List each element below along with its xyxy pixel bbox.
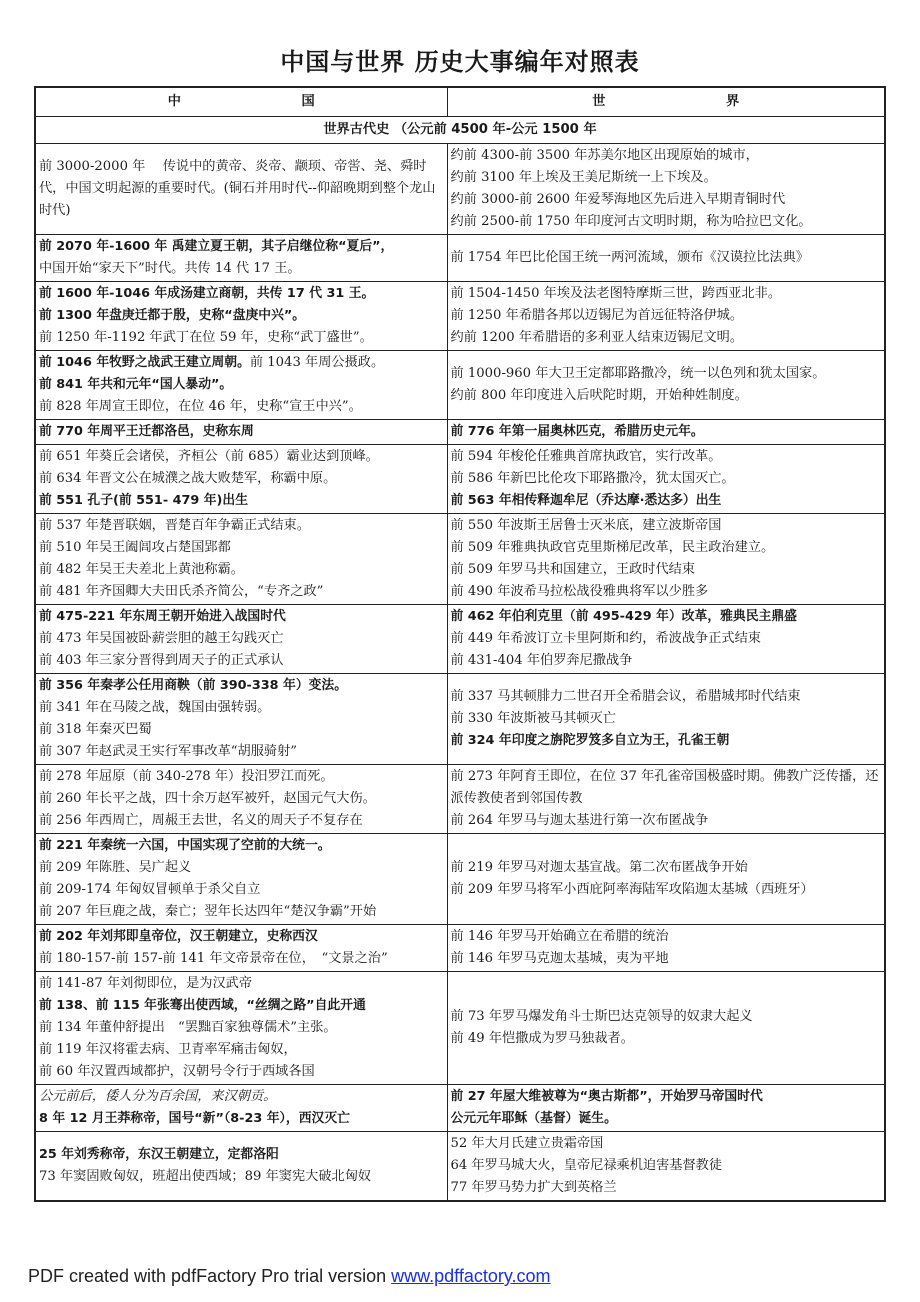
world-event-line: 前 550 年波斯王居鲁士灭米底，建立波斯帝国 [450, 518, 722, 533]
table-row [35, 514, 885, 605]
world-event-line: 前 449 年希波订立卡里阿斯和约，希波战争正式结束 [450, 631, 761, 646]
world-event-line: 前 146 年罗马开始确立在希腊的统治 [450, 929, 669, 944]
china-event-line: 前 356 年秦孝公任用商鞅（前 390-338 年）变法。 [39, 678, 348, 693]
china-event-line: 前 207 年巨鹿之战，秦亡；翌年长达四年“楚汉争霸”开始 [39, 904, 377, 919]
china-event-line: 前 1250 年-1192 年武丁在位 59 年，史称“武丁盛世”。 [39, 330, 373, 345]
china-events-cell [35, 282, 447, 351]
world-event-line: 前 49 年恺撒成为罗马独裁者。 [450, 1031, 634, 1046]
world-event-line: 52 年大月氏建立贵霜帝国 [450, 1136, 604, 1151]
world-event-line: 约前 4300-前 3500 年苏美尔地区出现原始的城市， [450, 148, 759, 163]
china-column-header: 中 国 [35, 87, 447, 117]
world-event-line: 约前 800 年印度进入后吠陀时期，开始种姓制度。 [450, 388, 748, 403]
world-event-line: 约前 2500-前 1750 年印度河古文明时期，称为哈拉巴文化。 [450, 214, 812, 229]
world-event-line: 前 27 年屋大维被尊为“奥古斯都”，开始罗马帝国时代 [450, 1089, 763, 1104]
world-event-line: 约前 3000-前 2600 年爱琴海地区先后进入早期青铜时代 [450, 192, 786, 207]
china-event-line: 前 510 年吴王阖闾攻占楚国郢都 [39, 540, 231, 555]
table-row [35, 605, 885, 674]
world-events-cell [447, 445, 885, 514]
world-events-cell [447, 144, 885, 235]
world-event-line: 公元元年耶稣（基督）诞生。 [450, 1111, 617, 1126]
world-event-line: 77 年罗马势力扩大到英格兰 [450, 1180, 617, 1195]
china-event-line: 前 278 年屈原（前 340-278 年）投汨罗江而死。 [39, 769, 334, 784]
china-event-line: 前 209-174 年匈奴冒顿单于杀父自立 [39, 882, 261, 897]
world-event-line: 前 462 年伯利克里（前 495-429 年）改革，雅典民主鼎盛 [450, 609, 797, 624]
page-title: 中国与世界 历史大事编年对照表 [280, 48, 640, 76]
table-row [35, 420, 885, 445]
world-event-line: 前 209 年罗马将军小西庇阿率海陆军攻陷迦太基城（西班牙） [450, 882, 814, 897]
world-events-cell [447, 420, 885, 445]
world-event-line: 前 1754 年巴比伦国王统一两河流域，颁布《汉谟拉比法典》 [450, 250, 809, 265]
pdf-footer [28, 1266, 551, 1287]
china-event-line: 前 202 年刘邦即皇帝位，汉王朝建立，史称西汉 [39, 929, 318, 944]
world-events-cell [447, 1085, 885, 1132]
china-event-line: 25 年刘秀称帝，东汉王朝建立，定都洛阳 [39, 1147, 279, 1162]
world-events-cell [447, 765, 885, 834]
china-event-line: 前 537 年楚晋联姻，晋楚百年争霸正式结束。 [39, 518, 310, 533]
china-event-line: 前 60 年汉置西域都护，汉朝号令行于西域各国 [39, 1064, 315, 1079]
china-event-line: 8 年 12 月王莽称帝，国号“新”（8-23 年），西汉灭亡 [39, 1111, 350, 1126]
world-column-header: 世 界 [447, 87, 885, 117]
china-events-cell [35, 605, 447, 674]
china-event-line: 公元前后，倭人分为百余国，来汉朝贡。 [39, 1089, 277, 1104]
world-event-line: 前 1504-1450 年埃及法老图特摩斯三世，跨西亚北非。 [450, 286, 782, 301]
world-events-cell [447, 282, 885, 351]
china-event-line: 前 141-87 年刘彻即位，是为汉武帝 [39, 976, 253, 991]
china-events-cell [35, 674, 447, 765]
china-events-cell [35, 925, 447, 972]
world-events-cell [447, 514, 885, 605]
world-event-line: 前 594 年梭伦任雅典首席执政官，实行改革。 [450, 449, 722, 464]
world-event-line: 前 509 年雅典执政官克里斯梯尼改革，民主政治建立。 [450, 540, 775, 555]
table-row [35, 925, 885, 972]
footer-link[interactable]: www.pdffactory.com [391, 1266, 551, 1286]
world-event-line: 前 146 年罗马克迦太基城，夷为平地 [450, 951, 669, 966]
china-event-line: 73 年窦固败匈奴，班超出使西域；89 年窦宪大破北匈奴 [39, 1169, 372, 1184]
china-event-line: 前 475-221 年东周王朝开始进入战国时代 [39, 609, 286, 624]
china-event-line: 前 1046 年牧野之战武王建立周朝。前 1043 年周公摄政。 [39, 355, 385, 370]
world-event-line: 前 586 年新巴比伦攻下耶路撒冷，犹太国灭亡。 [450, 471, 735, 486]
era-header-row [35, 117, 885, 144]
china-event-line: 前 473 年吴国被卧薪尝胆的越王勾践灭亡 [39, 631, 284, 646]
table-row [35, 282, 885, 351]
world-event-line: 前 1000-960 年大卫王定都耶路撒冷，统一以色列和犹太国家。 [450, 366, 826, 381]
world-event-line: 前 273 年阿育王即位，在位 37 年孔雀帝国极盛时期。佛教广泛传播，还派传教使者到邻国传教 [450, 769, 879, 806]
table-row [35, 765, 885, 834]
china-event-line: 前 307 年赵武灵王实行军事改革“胡服骑射” [39, 744, 298, 759]
world-events-cell [447, 834, 885, 925]
world-events-cell [447, 605, 885, 674]
world-event-line: 前 563 年相传释迦牟尼（乔达摩·悉达多）出生 [450, 493, 722, 508]
table-row [35, 445, 885, 514]
china-event-line: 前 651 年葵丘会诸侯，齐桓公（前 685）霸业达到顶峰。 [39, 449, 379, 464]
world-events-cell [447, 351, 885, 420]
china-event-line: 中国开始“家天下”时代。共传 14 代 17 王。 [39, 261, 301, 276]
footer-text: PDF created with pdfFactory Pro trial version [28, 1266, 392, 1286]
world-event-line: 前 490 年波希马拉松战役雅典将军以少胜多 [450, 584, 709, 599]
china-event-line: 前 256 年西周亡，周赧王去世，名义的周天子不复存在 [39, 813, 363, 828]
table-row [35, 834, 885, 925]
world-event-line: 前 509 年罗马共和国建立，王政时代结束 [450, 562, 696, 577]
china-event-line: 前 221 年秦统一六国，中国实现了空前的大统一。 [39, 838, 331, 853]
china-event-line: 前 318 年秦灭巴蜀 [39, 722, 152, 737]
china-event-line: 前 260 年长平之战，四十余万赵军被歼，赵国元气大伤。 [39, 791, 376, 806]
china-events-cell [35, 420, 447, 445]
world-event-line: 约前 3100 年上埃及王美尼斯统一上下埃及。 [450, 170, 717, 185]
world-events-cell [447, 925, 885, 972]
world-event-line: 前 1250 年希腊各邦以迈锡尼为首远征特洛伊城。 [450, 308, 744, 323]
world-event-line: 前 219 年罗马对迦太基宣战。第二次布匿战争开始 [450, 860, 748, 875]
china-event-line: 前 1600 年-1046 年成汤建立商朝，共传 17 代 31 王。 [39, 286, 375, 301]
china-event-line: 前 138、前 115 年张骞出使西域，“丝绸之路”自此开通 [39, 998, 366, 1013]
china-events-cell [35, 514, 447, 605]
world-event-line: 约前 1200 年希腊语的多利亚人结束迈锡尼文明。 [450, 330, 744, 345]
china-events-cell [35, 235, 447, 282]
china-event-line: 前 180-157-前 157-前 141 年文帝景帝在位， “文景之治” [39, 951, 388, 966]
table-row [35, 235, 885, 282]
china-events-cell [35, 765, 447, 834]
table-row [35, 674, 885, 765]
chronology-table [34, 86, 886, 1202]
china-events-cell [35, 834, 447, 925]
world-event-line: 前 73 年罗马爆发角斗士斯巴达克领导的奴隶大起义 [450, 1009, 753, 1024]
column-header-row [35, 87, 885, 117]
china-event-line: 前 119 年汉将霍去病、卫青率军痛击匈奴， [39, 1042, 297, 1057]
world-event-line: 前 431-404 年伯罗奔尼撒战争 [450, 653, 633, 668]
china-events-cell [35, 1132, 447, 1202]
world-events-cell [447, 235, 885, 282]
world-event-line: 64 年罗马城大火，皇帝尼禄乘机迫害基督教徒 [450, 1158, 723, 1173]
table-row [35, 351, 885, 420]
china-event-line: 前 634 年晋文公在城濮之战大败楚军，称霸中原。 [39, 471, 337, 486]
era-title: 世界古代史 （公元前 4500 年-公元 1500 年 [35, 117, 885, 144]
world-event-line: 前 776 年第一届奥林匹克，希腊历史元年。 [450, 424, 704, 439]
table-row [35, 972, 885, 1085]
china-event-line: 前 403 年三家分晋得到周天子的正式承认 [39, 653, 284, 668]
world-events-cell [447, 1132, 885, 1202]
china-events-cell [35, 1085, 447, 1132]
table-row [35, 1132, 885, 1202]
world-event-line: 前 337 马其顿腓力二世召开全希腊会议，希腊城邦时代结束 [450, 689, 801, 704]
world-event-line: 前 324 年印度之旃陀罗笈多自立为王，孔雀王朝 [450, 733, 730, 748]
world-events-cell [447, 972, 885, 1085]
china-event-line: 前 2070 年-1600 年 禹建立夏王朝，其子启继位称“夏后”， [39, 239, 394, 254]
china-events-cell [35, 972, 447, 1085]
china-event-line: 前 482 年吴王夫差北上黄池称霸。 [39, 562, 244, 577]
china-event-line: 前 209 年陈胜、吴广起义 [39, 860, 192, 875]
table-row [35, 144, 885, 235]
table-row [35, 1085, 885, 1132]
china-event-line: 前 1300 年盘庚迁都于殷，史称“盘庚中兴”。 [39, 308, 306, 323]
china-event-line: 前 341 年在马陵之战，魏国由强转弱。 [39, 700, 271, 715]
world-event-line: 前 330 年波斯被马其顿灭亡 [450, 711, 616, 726]
china-event-line: 前 828 年周宣王即位，在位 46 年，史称“宣王中兴”。 [39, 399, 362, 414]
china-event-line: 前 134 年董仲舒提出 “罢黜百家独尊儒术”主张。 [39, 1020, 337, 1035]
china-events-cell [35, 445, 447, 514]
china-event-line: 前 3000-2000 年 传说中的黄帝、炎帝、颛顼、帝喾、尧、舜时代，中国文明起源的重要时代。(铜石并用时代--仰韶晚期到整个龙山时代) [39, 159, 436, 218]
china-event-line: 前 841 年共和元年“国人暴动”。 [39, 377, 233, 392]
china-event-line: 前 481 年齐国卿大夫田氏杀齐简公，“专齐之政” [39, 584, 324, 599]
world-event-line: 前 264 年罗马与迦太基进行第一次布匿战争 [450, 813, 709, 828]
world-events-cell [447, 674, 885, 765]
china-event-line: 前 770 年周平王迁都洛邑，史称东周 [39, 424, 254, 439]
china-events-cell [35, 144, 447, 235]
china-events-cell [35, 351, 447, 420]
china-event-line: 前 551 孔子(前 551- 479 年)出生 [39, 493, 248, 508]
